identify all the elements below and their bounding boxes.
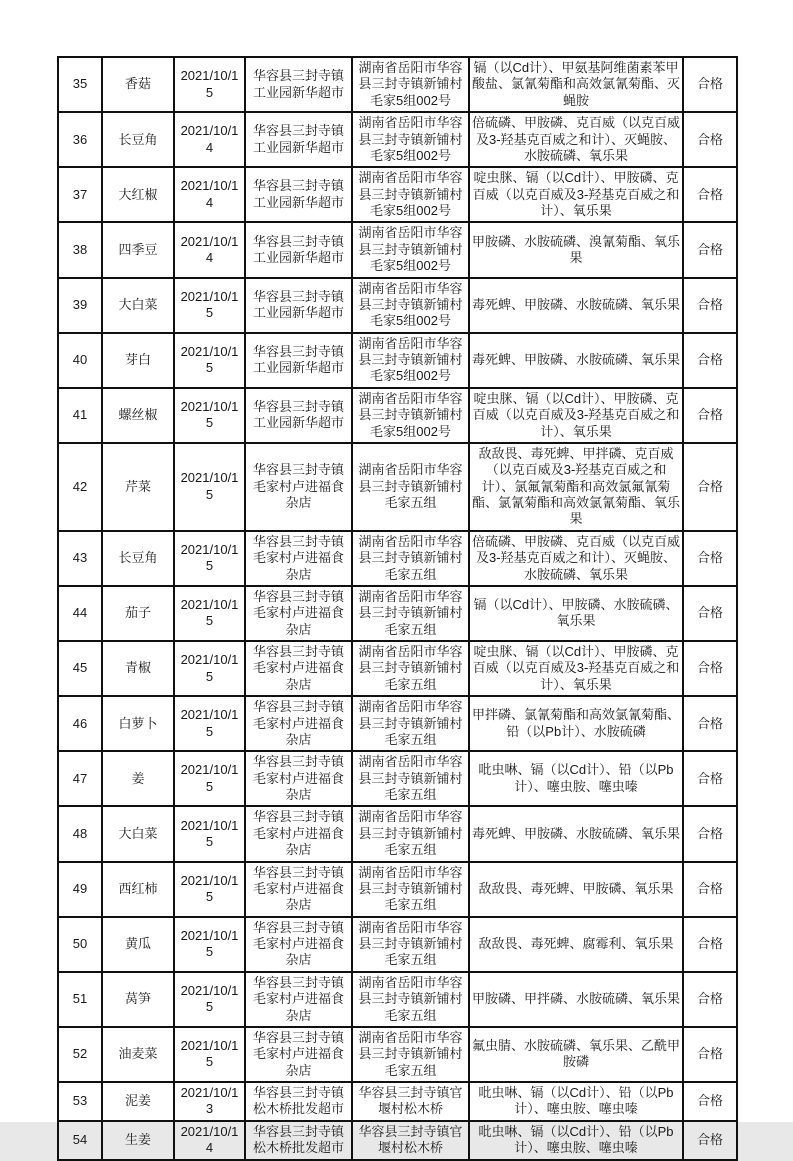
cell-test-items: 吡虫啉、镉（以Cd计）、铅（以Pb计）、噻虫胺、噻虫嗪 [469,1121,683,1160]
table-body [58,57,737,1160]
cell-sample-name: 四季豆 [102,222,174,277]
cell-serial-number: 43 [58,531,102,586]
cell-test-result: 合格 [683,586,737,641]
cell-sampling-date: 2021/10/14 [174,222,245,277]
table-row [58,696,737,751]
cell-sample-name: 西红柿 [102,862,174,917]
table-row [58,333,737,388]
cell-store-address: 湖南省岳阳市华容县三封寺镇新铺村毛家5组002号 [352,278,469,333]
cell-store-address: 湖南省岳阳市华容县三封寺镇新铺村毛家五组 [352,806,469,861]
cell-test-result: 合格 [683,57,737,112]
cell-sampled-store: 华容县三封寺镇工业园新华超市 [245,388,352,443]
cell-sampled-store: 华容县三封寺镇毛家村卢进福食杂店 [245,531,352,586]
cell-test-items: 毒死蜱、甲胺磷、水胺硫磷、氧乐果 [469,278,683,333]
table-row [58,806,737,861]
cell-sample-name: 白萝卜 [102,696,174,751]
table-row [58,1121,737,1160]
cell-sampled-store: 华容县三封寺镇工业园新华超市 [245,57,352,112]
cell-sampled-store: 华容县三封寺镇工业园新华超市 [245,222,352,277]
cell-sampling-date: 2021/10/15 [174,278,245,333]
cell-test-items: 甲胺磷、甲拌磷、水胺硫磷、氧乐果 [469,972,683,1027]
cell-serial-number: 39 [58,278,102,333]
cell-test-result: 合格 [683,696,737,751]
cell-test-result: 合格 [683,222,737,277]
cell-sampled-store: 华容县三封寺镇毛家村卢进福食杂店 [245,972,352,1027]
cell-sample-name: 姜 [102,751,174,806]
cell-test-items: 甲拌磷、氯氰菊酯和高效氯氰菊酯、铅（以Pb计）、水胺硫磷 [469,696,683,751]
cell-test-items: 吡虫啉、镉（以Cd计）、铅（以Pb计）、噻虫胺、噻虫嗪 [469,1082,683,1121]
cell-store-address: 湖南省岳阳市华容县三封寺镇新铺村毛家五组 [352,586,469,641]
cell-store-address: 湖南省岳阳市华容县三封寺镇新铺村毛家五组 [352,751,469,806]
cell-sampling-date: 2021/10/15 [174,806,245,861]
cell-test-result: 合格 [683,751,737,806]
cell-sampled-store: 华容县三封寺镇松木桥批发超市 [245,1082,352,1121]
cell-sampled-store: 华容县三封寺镇工业园新华超市 [245,112,352,167]
cell-sampling-date: 2021/10/15 [174,586,245,641]
cell-serial-number: 47 [58,751,102,806]
cell-sample-name: 生姜 [102,1121,174,1160]
table-row [58,641,737,696]
cell-test-result: 合格 [683,531,737,586]
cell-test-result: 合格 [683,806,737,861]
cell-test-items: 甲胺磷、水胺硫磷、溴氰菊酯、氧乐果 [469,222,683,277]
cell-store-address: 湖南省岳阳市华容县三封寺镇新铺村毛家5组002号 [352,333,469,388]
cell-sample-name: 莴笋 [102,972,174,1027]
table-row [58,112,737,167]
cell-sampling-date: 2021/10/15 [174,531,245,586]
cell-sampling-date: 2021/10/15 [174,1027,245,1082]
cell-sampling-date: 2021/10/15 [174,696,245,751]
cell-test-result: 合格 [683,917,737,972]
cell-sampling-date: 2021/10/15 [174,333,245,388]
table-row [58,57,737,112]
table-row [58,751,737,806]
cell-store-address: 湖南省岳阳市华容县三封寺镇新铺村毛家5组002号 [352,57,469,112]
cell-sampling-date: 2021/10/15 [174,641,245,696]
cell-test-items: 毒死蜱、甲胺磷、水胺硫磷、氧乐果 [469,806,683,861]
cell-sample-name: 长豆角 [102,112,174,167]
cell-sampling-date: 2021/10/15 [174,443,245,531]
cell-test-result: 合格 [683,333,737,388]
cell-test-result: 合格 [683,443,737,531]
table-row [58,443,737,531]
cell-store-address: 湖南省岳阳市华容县三封寺镇新铺村毛家五组 [352,641,469,696]
cell-sampling-date: 2021/10/14 [174,167,245,222]
cell-sampled-store: 华容县三封寺镇毛家村卢进福食杂店 [245,443,352,531]
cell-test-items: 吡虫啉、镉（以Cd计）、铅（以Pb计）、噻虫胺、噻虫嗪 [469,751,683,806]
cell-test-items: 啶虫脒、镉（以Cd计）、甲胺磷、克百威（以克百威及3-羟基克百威之和计）、氧乐果 [469,167,683,222]
cell-sampled-store: 华容县三封寺镇松木桥批发超市 [245,1121,352,1160]
cell-test-items: 敌敌畏、毒死蜱、腐霉利、氧乐果 [469,917,683,972]
cell-serial-number: 42 [58,443,102,531]
cell-test-items: 啶虫脒、镉（以Cd计）、甲胺磷、克百威（以克百威及3-羟基克百威之和计）、氧乐果 [469,388,683,443]
cell-sampled-store: 华容县三封寺镇毛家村卢进福食杂店 [245,862,352,917]
cell-test-items: 敌敌畏、毒死蜱、甲拌磷、克百威（以克百威及3-羟基克百威之和计）、氯氟氰菊酯和高效氯氟氰菊酯、氯氰菊酯和高效氯氰菊酯、氧乐果 [469,443,683,531]
cell-sampled-store: 华容县三封寺镇毛家村卢进福食杂店 [245,1027,352,1082]
cell-sample-name: 青椒 [102,641,174,696]
cell-sampled-store: 华容县三封寺镇毛家村卢进福食杂店 [245,641,352,696]
cell-test-result: 合格 [683,972,737,1027]
cell-sampling-date: 2021/10/15 [174,972,245,1027]
cell-sampling-date: 2021/10/15 [174,862,245,917]
cell-test-result: 合格 [683,278,737,333]
cell-sampled-store: 华容县三封寺镇工业园新华超市 [245,333,352,388]
cell-sample-name: 长豆角 [102,531,174,586]
cell-serial-number: 52 [58,1027,102,1082]
cell-test-items: 镉（以Cd计）、甲胺磷、水胺硫磷、氧乐果 [469,586,683,641]
cell-store-address: 湖南省岳阳市华容县三封寺镇新铺村毛家五组 [352,531,469,586]
cell-test-result: 合格 [683,112,737,167]
cell-test-items: 敌敌畏、毒死蜱、甲胺磷、氧乐果 [469,862,683,917]
table-row [58,278,737,333]
cell-test-result: 合格 [683,167,737,222]
table-row [58,167,737,222]
cell-sample-name: 大白菜 [102,278,174,333]
cell-test-result: 合格 [683,862,737,917]
cell-serial-number: 44 [58,586,102,641]
cell-store-address: 湖南省岳阳市华容县三封寺镇新铺村毛家5组002号 [352,222,469,277]
cell-serial-number: 46 [58,696,102,751]
cell-sampled-store: 华容县三封寺镇毛家村卢进福食杂店 [245,586,352,641]
cell-sampled-store: 华容县三封寺镇工业园新华超市 [245,278,352,333]
table-row [58,862,737,917]
table-row [58,222,737,277]
cell-sample-name: 黄瓜 [102,917,174,972]
inspection-results-table [57,56,738,1161]
cell-store-address: 湖南省岳阳市华容县三封寺镇新铺村毛家五组 [352,972,469,1027]
table-row [58,388,737,443]
cell-test-items: 啶虫脒、镉（以Cd计）、甲胺磷、克百威（以克百威及3-羟基克百威之和计）、氧乐果 [469,641,683,696]
cell-serial-number: 38 [58,222,102,277]
cell-serial-number: 53 [58,1082,102,1121]
cell-serial-number: 54 [58,1121,102,1160]
cell-sampled-store: 华容县三封寺镇毛家村卢进福食杂店 [245,751,352,806]
cell-test-items: 倍硫磷、甲胺磷、克百威（以克百威及3-羟基克百威之和计）、灭蝇胺、水胺硫磷、氧乐果 [469,112,683,167]
cell-test-result: 合格 [683,1027,737,1082]
cell-sampling-date: 2021/10/14 [174,112,245,167]
cell-sampling-date: 2021/10/13 [174,1082,245,1121]
cell-store-address: 湖南省岳阳市华容县三封寺镇新铺村毛家五组 [352,443,469,531]
cell-sample-name: 泥姜 [102,1082,174,1121]
cell-serial-number: 45 [58,641,102,696]
table-row [58,1082,737,1121]
cell-serial-number: 36 [58,112,102,167]
cell-store-address: 华容县三封寺镇官堰村松木桥 [352,1121,469,1160]
cell-test-result: 合格 [683,388,737,443]
cell-store-address: 湖南省岳阳市华容县三封寺镇新铺村毛家五组 [352,1027,469,1082]
cell-serial-number: 51 [58,972,102,1027]
cell-sampling-date: 2021/10/15 [174,917,245,972]
table-row [58,531,737,586]
cell-test-items: 氟虫腈、水胺硫磷、氧乐果、乙酰甲胺磷 [469,1027,683,1082]
cell-store-address: 湖南省岳阳市华容县三封寺镇新铺村毛家5组002号 [352,112,469,167]
cell-sample-name: 大红椒 [102,167,174,222]
cell-store-address: 湖南省岳阳市华容县三封寺镇新铺村毛家五组 [352,696,469,751]
cell-serial-number: 49 [58,862,102,917]
cell-sample-name: 香菇 [102,57,174,112]
cell-sampled-store: 华容县三封寺镇毛家村卢进福食杂店 [245,696,352,751]
cell-sample-name: 螺丝椒 [102,388,174,443]
cell-sample-name: 大白菜 [102,806,174,861]
table-row [58,1027,737,1082]
cell-serial-number: 37 [58,167,102,222]
cell-store-address: 湖南省岳阳市华容县三封寺镇新铺村毛家五组 [352,917,469,972]
cell-serial-number: 50 [58,917,102,972]
cell-store-address: 华容县三封寺镇官堰村松木桥 [352,1082,469,1121]
cell-serial-number: 41 [58,388,102,443]
cell-sampling-date: 2021/10/15 [174,57,245,112]
cell-sample-name: 芹菜 [102,443,174,531]
cell-store-address: 湖南省岳阳市华容县三封寺镇新铺村毛家5组002号 [352,167,469,222]
cell-store-address: 湖南省岳阳市华容县三封寺镇新铺村毛家5组002号 [352,388,469,443]
cell-sample-name: 芽白 [102,333,174,388]
cell-test-result: 合格 [683,641,737,696]
cell-test-result: 合格 [683,1082,737,1121]
cell-test-items: 毒死蜱、甲胺磷、水胺硫磷、氧乐果 [469,333,683,388]
cell-serial-number: 40 [58,333,102,388]
cell-sampled-store: 华容县三封寺镇毛家村卢进福食杂店 [245,806,352,861]
cell-serial-number: 48 [58,806,102,861]
cell-sampled-store: 华容县三封寺镇工业园新华超市 [245,167,352,222]
cell-sampling-date: 2021/10/15 [174,751,245,806]
cell-serial-number: 35 [58,57,102,112]
cell-sample-name: 油麦菜 [102,1027,174,1082]
cell-test-result: 合格 [683,1121,737,1160]
cell-sampled-store: 华容县三封寺镇毛家村卢进福食杂店 [245,917,352,972]
cell-test-items: 倍硫磷、甲胺磷、克百威（以克百威及3-羟基克百威之和计）、灭蝇胺、水胺硫磷、氧乐果 [469,531,683,586]
table-row [58,917,737,972]
cell-sampling-date: 2021/10/14 [174,1121,245,1160]
cell-store-address: 湖南省岳阳市华容县三封寺镇新铺村毛家五组 [352,862,469,917]
table-row [58,586,737,641]
cell-sampling-date: 2021/10/15 [174,388,245,443]
cell-test-items: 镉（以Cd计）、甲氨基阿维菌素苯甲酸盐、氯氰菊酯和高效氯氰菊酯、灭蝇胺 [469,57,683,112]
cell-sample-name: 茄子 [102,586,174,641]
table-row [58,972,737,1027]
